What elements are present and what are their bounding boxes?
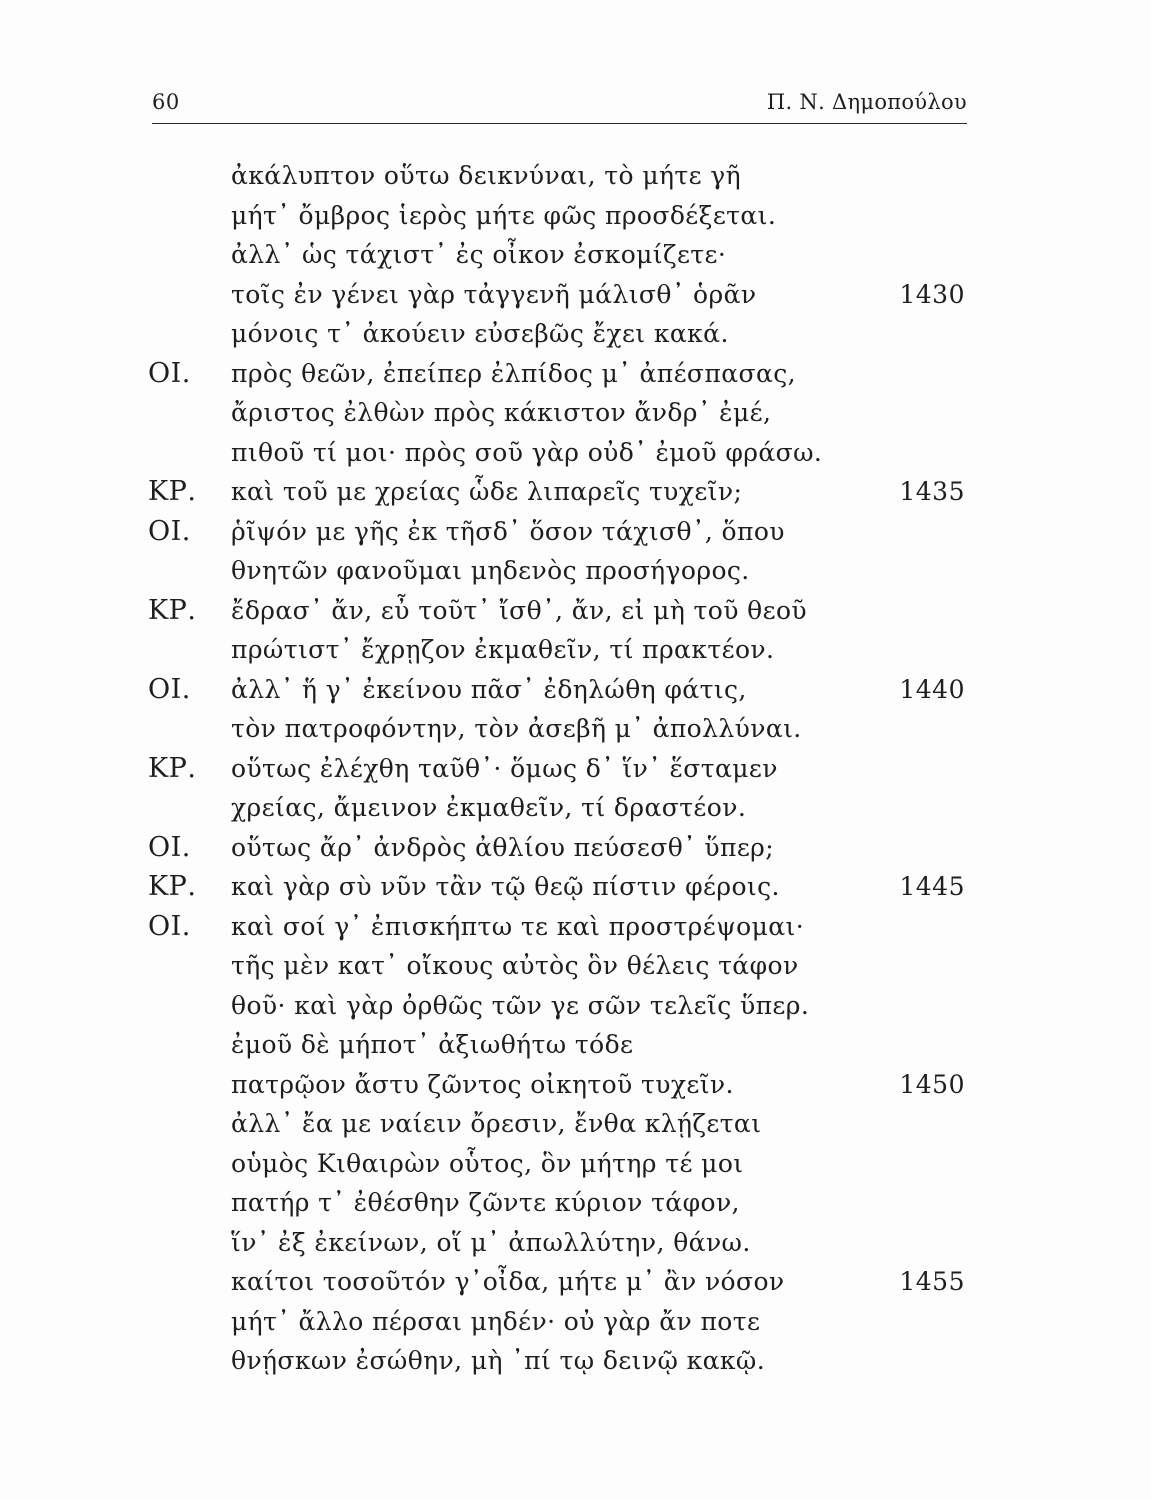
- verse-line-text: οὕτως ἄρ᾽ ἀνδρὸς ἀθλίου πεύσεσθ᾽ ὕπερ;: [231, 832, 775, 862]
- verse-line: [0, 314, 1151, 354]
- verse-line: [0, 472, 1151, 512]
- verse-line-text: ἀλλ᾽ ἔα με ναίειν ὄρεσιν, ἔνθα κλῄζεται: [231, 1109, 762, 1138]
- verse-line: [0, 1065, 1151, 1105]
- verse-line-text: πρώτιστ᾽ ἔχρῃζον ἐκμαθεῖν, τί πρακτέον.: [231, 635, 775, 664]
- verse-line: [0, 1262, 1151, 1302]
- verse-line: [0, 630, 1151, 670]
- line-number: 1440: [899, 674, 965, 704]
- verse-line: [0, 275, 1151, 315]
- verse-line: [0, 1104, 1151, 1144]
- verse-line: [0, 1183, 1151, 1223]
- verse-line: [0, 1223, 1151, 1263]
- speaker-label: ΚΡ.: [148, 594, 197, 626]
- verse-line-text: θοῦ· καὶ γὰρ ὀρθῶς τῶν γε σῶν τελεῖς ὕπερ.: [231, 990, 810, 1020]
- line-number: 1435: [899, 477, 965, 506]
- verse-line-text: οὕτως ἐλέχθη ταῦθ᾽· ὅμως δ᾽ ἵν᾽ ἕσταμεν: [231, 753, 778, 783]
- verse-line-text: τοῖς ἐν γένει γὰρ τἀγγενῆ μάλισθ᾽ ὁρᾶν: [231, 279, 757, 309]
- verse-line-text: καὶ γὰρ σὺ νῦν τἂν τῷ θεῷ πίστιν φέροις.: [231, 872, 780, 901]
- verse-line-text: πατρῷον ἄστυ ζῶντος οἰκητοῦ τυχεῖν.: [231, 1069, 734, 1099]
- verse-line: [0, 1341, 1151, 1381]
- verse-line: [0, 709, 1151, 749]
- verse-line-text: ἀλλ᾽ ὡς τάχιστ᾽ ἐς οἶκον ἐσκομίζετε·: [231, 240, 727, 269]
- verse-line: [0, 156, 1151, 196]
- verse-line: [0, 946, 1151, 986]
- verse-line: [0, 828, 1151, 868]
- verse-line-text: ἵν᾽ ἐξ ἐκείνων, οἵ μ᾽ ἀπωλλύτην, θάνω.: [231, 1227, 751, 1257]
- verse-line-text: ἀλλ᾽ ἥ γ᾽ ἐκείνου πᾶσ᾽ ἐδηλώθη φάτις,: [231, 674, 747, 704]
- verse-line: [0, 670, 1151, 710]
- verse-line: [0, 749, 1151, 789]
- page-number: 60: [152, 90, 180, 114]
- verse-line: [0, 512, 1151, 552]
- speaker-label: ΟΙ.: [148, 673, 191, 705]
- speaker-label: ΚΡ.: [148, 752, 197, 784]
- speaker-label: ΚΡ.: [148, 476, 197, 507]
- verse-line-text: μόνοις τ᾽ ἀκούειν εὐσεβῶς ἔχει κακά.: [231, 319, 729, 348]
- speaker-label: ΟΙ.: [148, 357, 191, 389]
- line-number: 1445: [899, 872, 965, 901]
- verse-line-text: καίτοι τοσοῦτόν γ᾽οἶδα, μήτε μ᾽ ἂν νόσον: [231, 1267, 785, 1296]
- running-head: Π. Ν. Δημοπούλου: [766, 90, 967, 114]
- verse-line: [0, 788, 1151, 828]
- speaker-label: ΟΙ.: [148, 910, 191, 942]
- verse-line-text: πρὸς θεῶν, ἐπείπερ ἐλπίδος μ᾽ ἀπέσπασας,: [231, 358, 797, 388]
- verse-line-text: τὸν πατροφόντην, τὸν ἀσεβῆ μ᾽ ἀπολλύναι.: [231, 714, 802, 743]
- line-number: 1430: [899, 279, 965, 309]
- verse-line-text: τῆς μὲν κατ᾽ οἴκους αὐτὸς ὃν θέλεις τάφον: [231, 951, 799, 980]
- verse-line-text: ῥῖψόν με γῆς ἐκ τῆσδ᾽ ὅσον τάχισθ᾽, ὅπου: [231, 516, 785, 546]
- verse-line-text: μήτ᾽ ὄμβρος ἱερὸς μήτε φῶς προσδέξεται.: [231, 200, 777, 230]
- verse-line-text: καὶ τοῦ με χρείας ὧδε λιπαρεῖς τυχεῖν;: [231, 477, 743, 506]
- verse-line: [0, 393, 1151, 433]
- verse-line-text: οὑμὸς Κιθαιρὼν οὗτος, ὃν μήτηρ τέ μοι: [231, 1148, 744, 1178]
- verse-line: [0, 196, 1151, 236]
- verse-line: [0, 433, 1151, 473]
- verse-line-text: ἀκάλυπτον οὕτω δεικνύναι, τὸ μήτε γῆ: [231, 161, 742, 190]
- verse-line: [0, 986, 1151, 1026]
- verse-line: [0, 907, 1151, 947]
- verse-line: [0, 354, 1151, 394]
- header-rule: [152, 123, 967, 124]
- verse-line-text: θνῄσκων ἐσώθην, μὴ ᾽πί τῳ δεινῷ κακῷ.: [231, 1346, 766, 1375]
- speaker-label: ΟΙ.: [148, 831, 191, 863]
- page-header: [152, 84, 967, 120]
- verse-line: [0, 591, 1151, 631]
- verse-line-text: ἔδρασ᾽ ἄν, εὖ τοῦτ᾽ ἴσθ᾽, ἄν, εἰ μὴ τοῦ θεοῦ: [231, 595, 808, 625]
- verse-line: [0, 1302, 1151, 1342]
- verse-line-text: θνητῶν φανοῦμαι μηδενὸς προσήγορος.: [231, 556, 750, 585]
- speaker-label: ΚΡ.: [148, 871, 197, 902]
- verse-line-text: ἄριστος ἐλθὼν πρὸς κάκιστον ἄνδρ᾽ ἐμέ,: [231, 398, 772, 427]
- verse-text: [0, 156, 1151, 1381]
- line-number: 1455: [899, 1267, 965, 1296]
- verse-line: [0, 1025, 1151, 1065]
- verse-line: [0, 1144, 1151, 1184]
- verse-line: [0, 551, 1151, 591]
- verse-line-text: μήτ᾽ ἄλλο πέρσαι μηδέν· οὐ γὰρ ἄν ποτε: [231, 1306, 761, 1336]
- verse-line: [0, 235, 1151, 275]
- verse-line-text: πατήρ τ᾽ ἐθέσθην ζῶντε κύριον τάφον,: [231, 1188, 740, 1217]
- verse-line-text: χρείας, ἄμεινον ἐκμαθεῖν, τί δραστέον.: [231, 793, 747, 822]
- verse-line: [0, 867, 1151, 907]
- verse-line-text: πιθοῦ τί μοι· πρὸς σοῦ γὰρ οὐδ᾽ ἐμοῦ φράσω.: [231, 437, 823, 467]
- line-number: 1450: [899, 1069, 965, 1099]
- verse-line-text: ἐμοῦ δὲ μήποτ᾽ ἀξιωθήτω τόδε: [231, 1030, 634, 1059]
- speaker-label: ΟΙ.: [148, 515, 191, 547]
- verse-line-text: καὶ σοί γ᾽ ἐπισκήπτω τε καὶ προστρέψομαι·: [231, 911, 805, 941]
